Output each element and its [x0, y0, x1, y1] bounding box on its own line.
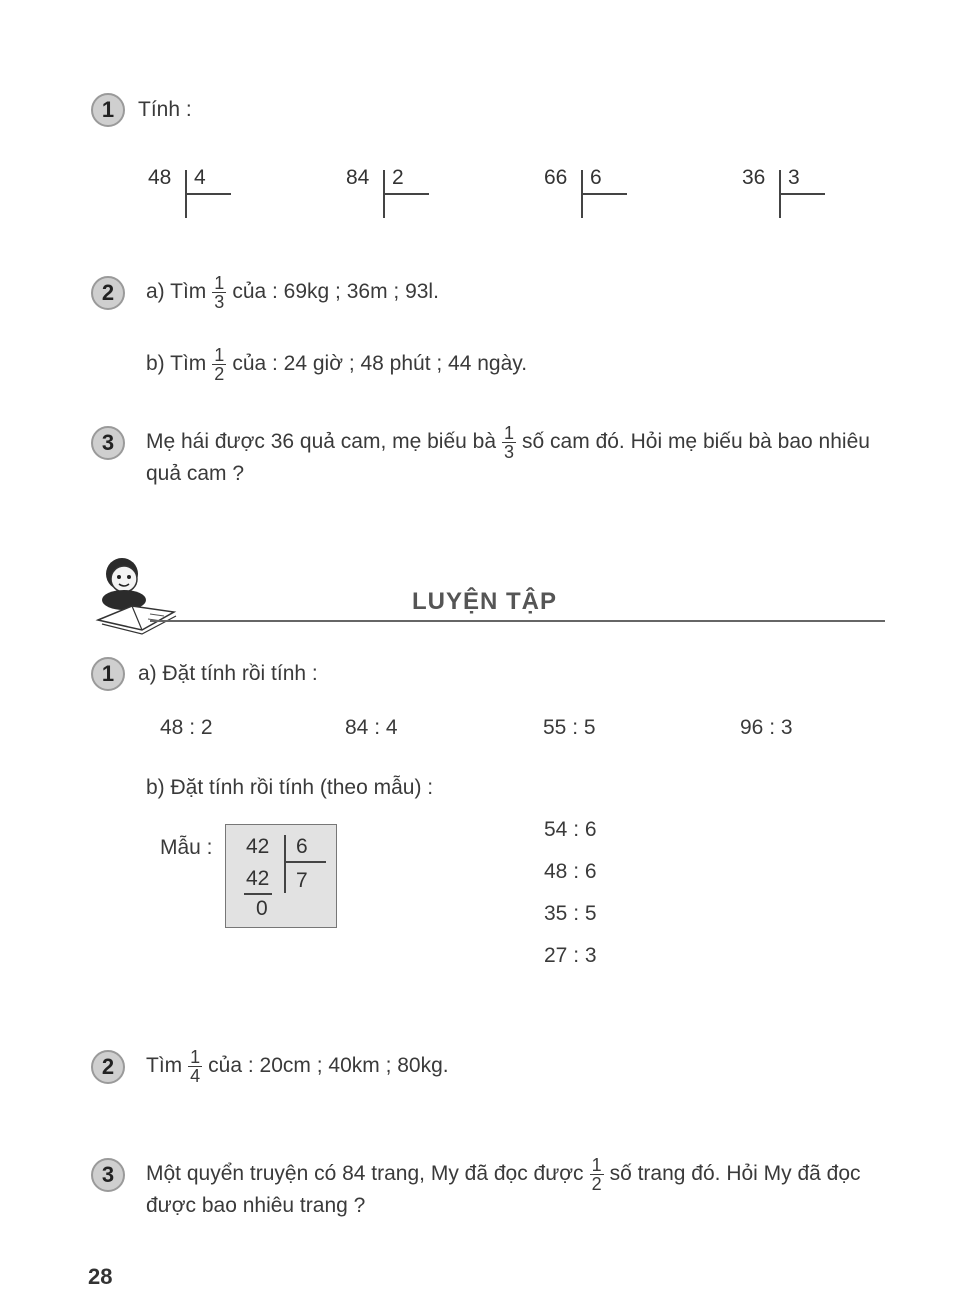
fraction [590, 1156, 604, 1193]
exercise-2-text [146, 1048, 449, 1085]
fraction [212, 346, 226, 383]
exercise-2a-text [146, 274, 439, 311]
exercise-2b-text [146, 346, 527, 383]
calc-item: 48 : 6 [544, 860, 597, 883]
text-suffix: của : 24 giờ ; 48 phút ; 44 ngày. [232, 352, 528, 376]
sample-remainder: 0 [256, 897, 268, 920]
page-number: 28 [88, 1264, 113, 1289]
sample-dividend: 42 [246, 835, 270, 858]
divisor: 3 [788, 166, 800, 189]
text-prefix: Tìm [146, 1054, 183, 1078]
numerator: 1 [214, 273, 225, 293]
exercise-3-text [146, 424, 870, 461]
text-prefix: Mẹ hái được 36 quả cam, mẹ biếu bà [146, 430, 497, 454]
denominator: 2 [591, 1174, 602, 1194]
numerator: 1 [591, 1155, 602, 1175]
numerator: 1 [504, 423, 515, 443]
exercise-number-badge: 2 [91, 276, 125, 310]
calc-item: 84 : 4 [345, 716, 398, 739]
calc-item: 35 : 5 [544, 902, 597, 925]
exercise-1b-label: b) Đặt tính rồi tính (theo mẫu) : [146, 776, 434, 799]
sample-subtract: 42 [246, 867, 270, 890]
sample-label: Mẫu : [160, 836, 213, 859]
calc-item: 55 : 5 [543, 716, 596, 739]
sample-horizontal-line [284, 861, 326, 863]
sample-division-box [225, 824, 337, 928]
text-prefix: b) Tìm [146, 352, 207, 376]
sample-subtract-line [244, 893, 272, 895]
denominator: 3 [214, 292, 225, 312]
fraction [188, 1048, 202, 1085]
sample-divisor: 6 [296, 835, 308, 858]
text-suffix: số trang đó. Hỏi My đã đọc [609, 1162, 861, 1186]
section-divider [150, 620, 885, 622]
denominator: 2 [214, 364, 225, 384]
division-horizontal-line [383, 193, 429, 195]
exercise-number-badge: 3 [91, 1158, 125, 1192]
calc-item: 27 : 3 [544, 944, 597, 967]
exercise-number-badge: 1 [91, 93, 125, 127]
denominator: 4 [190, 1066, 201, 1086]
dividend: 66 [544, 166, 568, 189]
fraction [212, 274, 226, 311]
division-horizontal-line [581, 193, 627, 195]
calc-item: 48 : 2 [160, 716, 213, 739]
divisor: 2 [392, 166, 404, 189]
text-prefix: a) Tìm [146, 280, 207, 304]
division-layout [742, 166, 882, 236]
exercise-number-badge: 3 [91, 426, 125, 460]
dividend: 48 [148, 166, 172, 189]
exercise-1a-label: a) Đặt tính rồi tính : [138, 662, 318, 685]
calc-item: 54 : 6 [544, 818, 597, 841]
exercise-3-line2: quả cam ? [146, 462, 245, 485]
reading-child-icon [88, 548, 180, 640]
dividend: 36 [742, 166, 766, 189]
calc-item: 96 : 3 [740, 716, 793, 739]
exercise-3-line2: được bao nhiêu trang ? [146, 1194, 366, 1217]
division-horizontal-line [185, 193, 231, 195]
exercise-label: Tính : [138, 98, 192, 121]
division-layout [346, 166, 486, 236]
sample-quotient: 7 [296, 869, 308, 892]
text-suffix: của : 20cm ; 40km ; 80kg. [208, 1054, 449, 1078]
numerator: 1 [214, 345, 225, 365]
division-layout [544, 166, 684, 236]
text-suffix: của : 69kg ; 36m ; 93l. [232, 280, 439, 304]
numerator: 1 [190, 1047, 201, 1067]
exercise-number-badge: 2 [91, 1050, 125, 1084]
sample-vertical-line [284, 835, 286, 893]
dividend: 84 [346, 166, 370, 189]
exercise-number-badge: 1 [91, 657, 125, 691]
text-suffix: số cam đó. Hỏi mẹ biếu bà bao nhiêu [522, 430, 870, 454]
section-title: LUYỆN TẬP [412, 588, 558, 615]
division-horizontal-line [779, 193, 825, 195]
divisor: 4 [194, 166, 206, 189]
exercise-3-text [146, 1156, 861, 1193]
denominator: 3 [504, 442, 515, 462]
text-prefix: Một quyển truyện có 84 trang, My đã đọc được [146, 1162, 584, 1186]
fraction [502, 424, 516, 461]
divisor: 6 [590, 166, 602, 189]
division-layout [148, 166, 288, 236]
